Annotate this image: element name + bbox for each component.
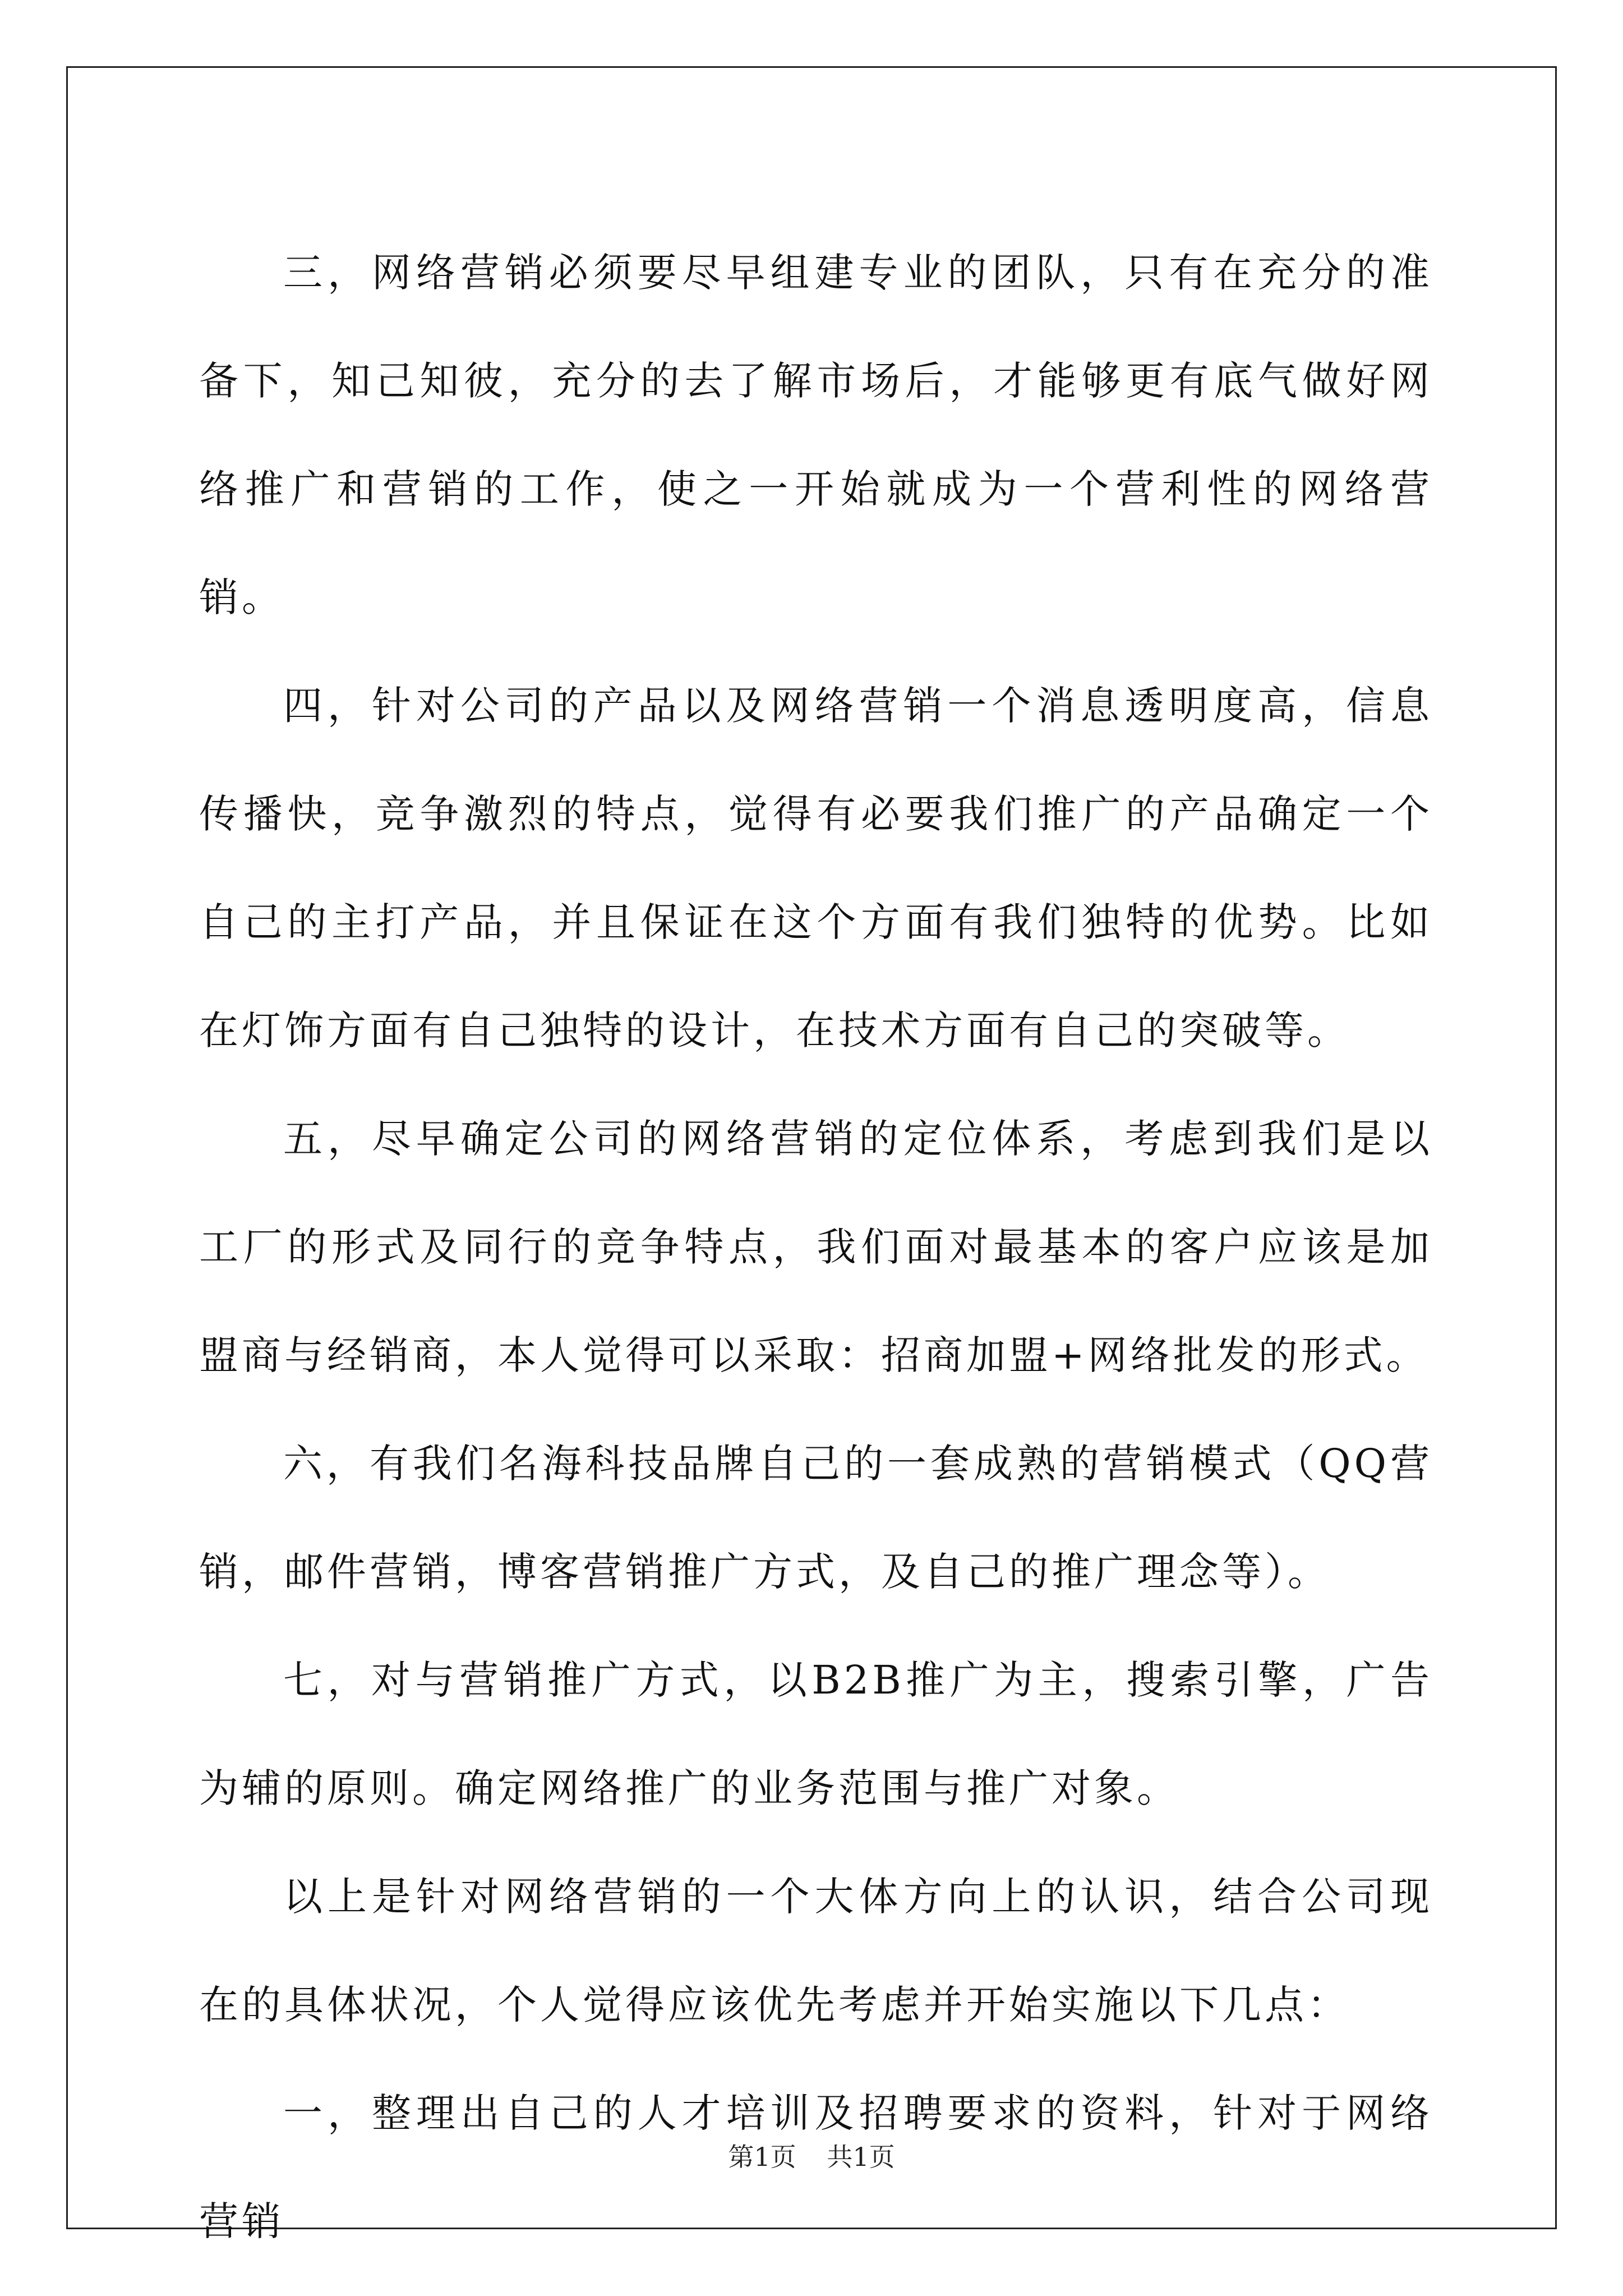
page-footer [0,2140,1623,2174]
paragraph-7: 七，对与营销推广方式，以B2B推广为主，搜索引擎，广告为辅的原则。确定网络推广的业务范围与推广对象。 [199,1657,1433,1811]
paragraph-summary: 以上是针对网络营销的一个大体方向上的认识，结合公司现在的具体状况，个人觉得应该优先考虑并开始实施以下几点： [199,1874,1433,2028]
paragraph-3: 三，网络营销必须要尽早组建专业的团队，只有在充分的准备下，知己知彼，充分的去了解市场后，才能够更有底气做好网络推广和营销的工作，使之一开始就成为一个营利性的网络营销。 [199,250,1433,620]
paragraph-1: 一，整理出自己的人才培训及招聘要求的资料，针对于网络营销 [199,2090,1433,2244]
paragraph-4: 四，针对公司的产品以及网络营销一个消息透明度高，信息传播快，竞争激烈的特点，觉得有必要我们推广的产品确定一个自己的主打产品，并且保证在这个方面有我们独特的优势。比如在灯饰方面有自己独特的设计，在技术方面有自己的突破等。 [199,683,1433,1053]
document-body [199,219,1433,2276]
page-total: 共1页 [827,2142,895,2172]
paragraph-6: 六，有我们名海科技品牌自己的一套成熟的营销模式（QQ营销，邮件营销，博客营销推广方式，及自己的推广理念等）。 [199,1441,1433,1595]
page-number: 第1页 [728,2142,796,2172]
paragraph-5: 五，尽早确定公司的网络营销的定位体系，考虑到我们是以工厂的形式及同行的竞争特点，我们面对最基本的客户应该是加盟商与经销商，本人觉得可以采取：招商加盟+网络批发的形式。 [199,1116,1433,1378]
